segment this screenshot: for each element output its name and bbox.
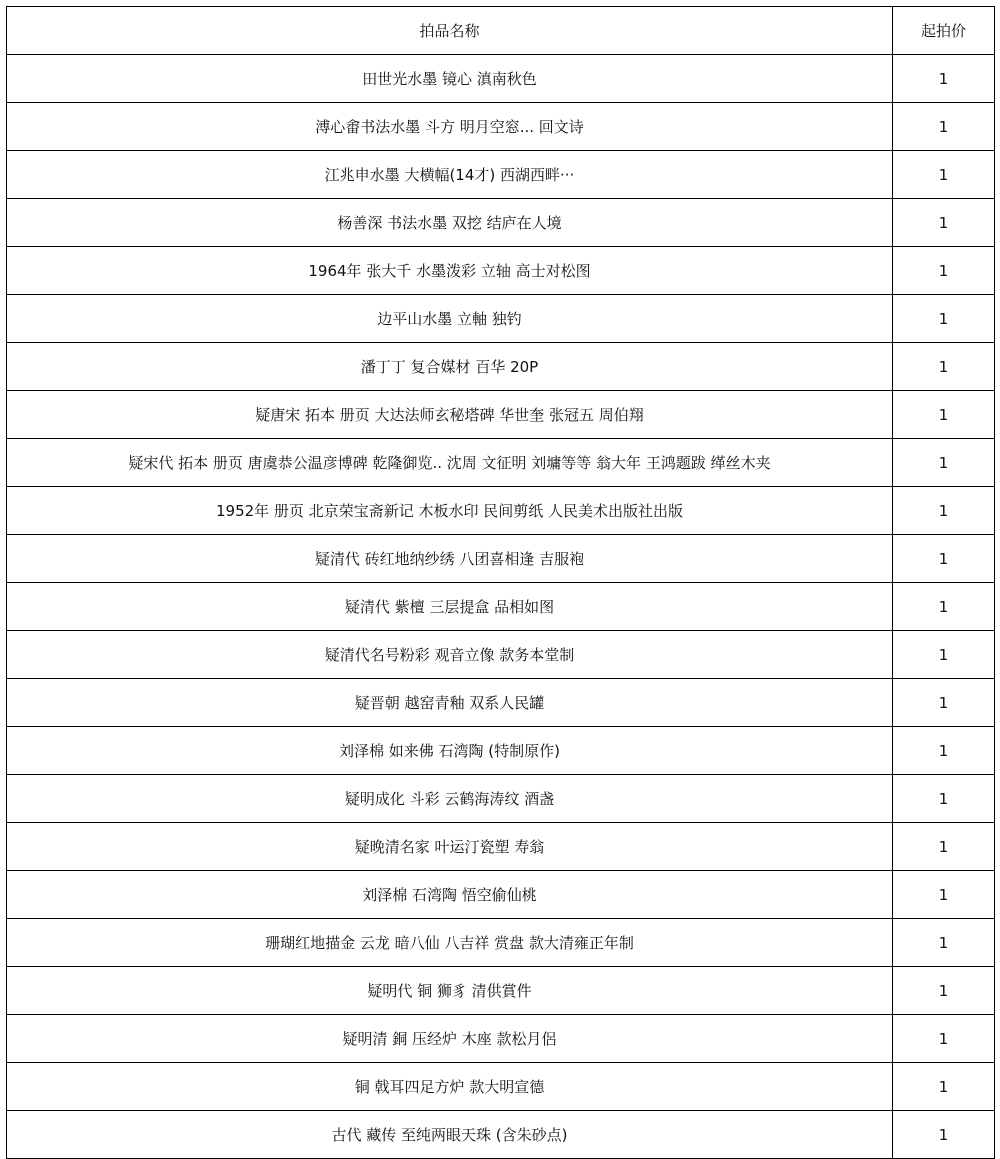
starting-price-cell: 1 xyxy=(893,727,995,775)
starting-price-cell: 1 xyxy=(893,295,995,343)
table-row xyxy=(7,247,995,295)
item-name-cell: 田世光水墨 镜心 滇南秋色 xyxy=(7,55,893,103)
item-name-cell: 疑明清 銅 压经炉 木座 款松月侶 xyxy=(7,1015,893,1063)
starting-price-cell: 1 xyxy=(893,1063,995,1111)
header-row xyxy=(7,7,995,55)
starting-price-cell: 1 xyxy=(893,1015,995,1063)
table-row xyxy=(7,775,995,823)
item-name-cell: 潘丁丁 复合媒材 百华 20P xyxy=(7,343,893,391)
table-row xyxy=(7,487,995,535)
item-name-cell: 1952年 册页 北京荣宝斋新记 木板水印 民间剪纸 人民美术出版社出版 xyxy=(7,487,893,535)
item-name-cell: 边平山水墨 立軸 独钓 xyxy=(7,295,893,343)
item-name-cell: 溥心畬书法水墨 斗方 明月空窓... 回文诗 xyxy=(7,103,893,151)
table-row xyxy=(7,583,995,631)
auction-items-table xyxy=(6,6,995,1159)
starting-price-cell: 1 xyxy=(893,391,995,439)
table-row xyxy=(7,151,995,199)
starting-price-cell: 1 xyxy=(893,919,995,967)
item-name-cell: 珊瑚红地描金 云龙 暗八仙 八吉祥 赏盘 款大清雍正年制 xyxy=(7,919,893,967)
table-row xyxy=(7,535,995,583)
starting-price-cell: 1 xyxy=(893,871,995,919)
item-name-cell: 江兆申水墨 大横幅(14才) 西湖西畔··· xyxy=(7,151,893,199)
starting-price-cell: 1 xyxy=(893,1111,995,1159)
starting-price-cell: 1 xyxy=(893,823,995,871)
item-name-cell: 古代 藏传 至纯两眼天珠 (含朱砂点) xyxy=(7,1111,893,1159)
table-row xyxy=(7,1015,995,1063)
starting-price-cell: 1 xyxy=(893,151,995,199)
starting-price-cell: 1 xyxy=(893,631,995,679)
starting-price-cell: 1 xyxy=(893,775,995,823)
starting-price-cell: 1 xyxy=(893,967,995,1015)
table-row xyxy=(7,295,995,343)
item-name-cell: 铜 戟耳四足方炉 款大明宣德 xyxy=(7,1063,893,1111)
table-row xyxy=(7,631,995,679)
table-row xyxy=(7,1111,995,1159)
item-name-cell: 1964年 张大千 水墨泼彩 立轴 高士对松图 xyxy=(7,247,893,295)
starting-price-cell: 1 xyxy=(893,55,995,103)
starting-price-cell: 1 xyxy=(893,583,995,631)
table-row xyxy=(7,1063,995,1111)
item-name-cell: 疑清代名号粉彩 观音立像 款务本堂制 xyxy=(7,631,893,679)
starting-price-cell: 1 xyxy=(893,439,995,487)
item-name-cell: 疑唐宋 拓本 册页 大达法师玄秘塔碑 华世奎 张冠五 周伯翔 xyxy=(7,391,893,439)
starting-price-cell: 1 xyxy=(893,679,995,727)
table-row xyxy=(7,967,995,1015)
header-item-name: 拍品名称 xyxy=(7,7,893,55)
table-row xyxy=(7,823,995,871)
item-name-cell: 杨善深 书法水墨 双挖 结庐在人境 xyxy=(7,199,893,247)
item-name-cell: 刘泽棉 如来佛 石湾陶 (特制原作) xyxy=(7,727,893,775)
table-row xyxy=(7,343,995,391)
table-row xyxy=(7,391,995,439)
item-name-cell: 疑清代 砖红地纳纱绣 八团喜相逢 吉服袍 xyxy=(7,535,893,583)
starting-price-cell: 1 xyxy=(893,487,995,535)
starting-price-cell: 1 xyxy=(893,343,995,391)
table-row xyxy=(7,871,995,919)
item-name-cell: 刘泽棉 石湾陶 悟空偷仙桃 xyxy=(7,871,893,919)
table-row xyxy=(7,727,995,775)
table-body xyxy=(7,55,995,1159)
table-row xyxy=(7,919,995,967)
item-name-cell: 疑明成化 斗彩 云鹤海涛纹 酒盏 xyxy=(7,775,893,823)
starting-price-cell: 1 xyxy=(893,247,995,295)
table-row xyxy=(7,103,995,151)
starting-price-cell: 1 xyxy=(893,535,995,583)
table-row xyxy=(7,439,995,487)
starting-price-cell: 1 xyxy=(893,103,995,151)
table-row xyxy=(7,679,995,727)
item-name-cell: 疑清代 紫檀 三层提盒 品相如图 xyxy=(7,583,893,631)
starting-price-cell: 1 xyxy=(893,199,995,247)
item-name-cell: 疑宋代 拓本 册页 唐虞恭公温彦博碑 乾隆御览.. 沈周 文征明 刘墉等等 翁大年 王鸿题跋 缂丝木夹 xyxy=(7,439,893,487)
header-starting-price: 起拍价 xyxy=(893,7,995,55)
table-row xyxy=(7,199,995,247)
item-name-cell: 疑晚清名家 叶运汀瓷塑 寿翁 xyxy=(7,823,893,871)
item-name-cell: 疑晋朝 越窑青釉 双系人民罐 xyxy=(7,679,893,727)
table-row xyxy=(7,55,995,103)
item-name-cell: 疑明代 铜 狮豸 清供賞件 xyxy=(7,967,893,1015)
